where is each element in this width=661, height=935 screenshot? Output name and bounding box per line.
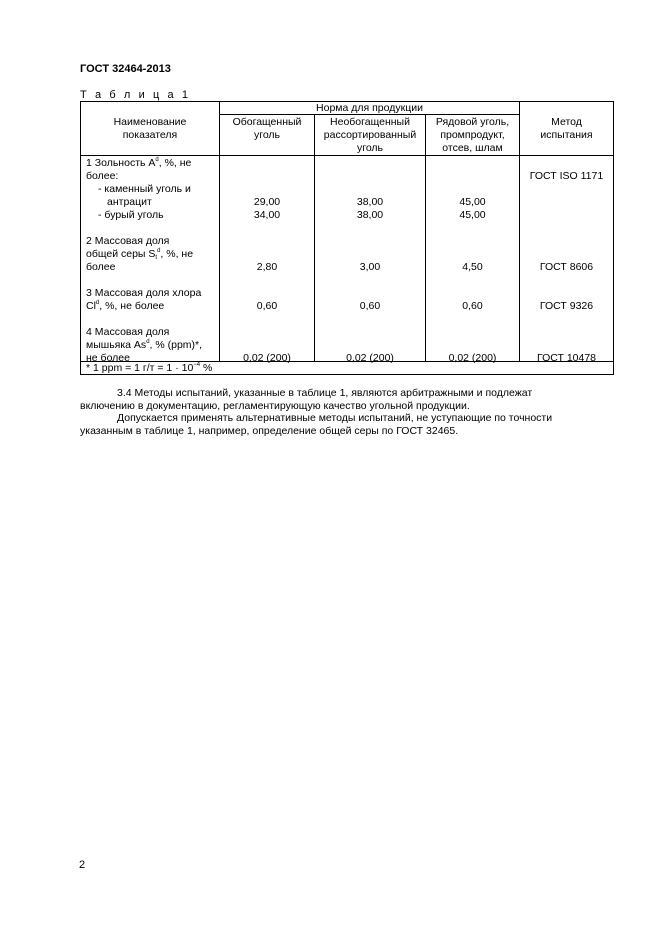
paragraph-3-4-line-2: включению в документацию, регламентирующую качество угольной продукции. [80, 400, 470, 412]
chlorine-value: 0,60 [256, 300, 278, 312]
ash-method: ГОСТ ISO 1171 [529, 170, 604, 182]
ash-line-1: 1 Зольность $A^d$, %, не [86, 157, 192, 169]
ash-value: 34,00 [253, 209, 281, 221]
paragraph-alt-methods-line-1: Допускается применять альтернативные методы испытаний, не уступающие по точности [117, 412, 553, 424]
arsenic-method: ГОСТ 10478 [536, 352, 597, 364]
document-code: ГОСТ 32464-2013 [80, 63, 171, 75]
header-method-line: Метод [551, 115, 582, 128]
chlorine-line-1: 3 Массовая доля хлора [86, 287, 202, 299]
chlorine-line-2: Cl$^d$, %, не более [86, 300, 165, 312]
sulfur-line-2: общей серы $S_t^d$, %, не [86, 248, 194, 261]
ash-line-5: - бурый уголь [98, 209, 164, 221]
indicator-column [81, 156, 220, 362]
table-header-row [81, 102, 614, 115]
ash-value: 45,00 [459, 209, 486, 221]
ash-value: 38,00 [356, 196, 384, 208]
ash-value: 38,00 [356, 209, 384, 221]
page-number: 2 [79, 859, 86, 871]
header-method-line: испытания [540, 128, 593, 141]
sulfur-value: 4,50 [462, 261, 483, 273]
sulfur-line-1: 2 Массовая доля [86, 235, 170, 247]
sulfur-value: 2,80 [256, 261, 278, 273]
norms-table [80, 101, 614, 375]
ordinary-column [426, 156, 520, 362]
ash-value: 45,00 [459, 196, 486, 208]
arsenic-value: 0,02 (200) [346, 352, 394, 364]
ash-line-2: более: [86, 170, 119, 182]
header-unenriched [315, 115, 426, 156]
header-enriched [220, 115, 315, 156]
table-body-row [81, 156, 614, 362]
ash-line-4: антрацит [107, 196, 152, 208]
paragraph-alt-methods-line-2: указанным в таблице 1, например, определение общей серы по ГОСТ 32465. [80, 425, 459, 437]
chlorine-method: ГОСТ 9326 [539, 300, 594, 312]
header-ordinary-line: отсев, шлам [442, 142, 503, 154]
header-unenriched-line: уголь [356, 142, 384, 154]
header-indicator-line: Наименование [113, 115, 187, 128]
header-norm-group: Норма для продукции [220, 102, 520, 115]
chlorine-value: 0,60 [359, 300, 381, 312]
arsenic-line-3: не более [86, 352, 130, 364]
ash-line-3: - каменный уголь и [98, 183, 191, 195]
method-column [520, 156, 614, 362]
header-method [520, 102, 614, 156]
paragraph-3-4-line-1: 3.4 Методы испытаний, указанные в таблице 1, являются арбитражными и подлежат [117, 387, 533, 399]
header-indicator [81, 102, 220, 156]
header-enriched-line: Обогащенный [232, 116, 302, 128]
arsenic-value: 0,02 (200) [243, 352, 291, 364]
header-unenriched-line: Необогащенный [330, 116, 410, 128]
header-unenriched-line: рассортированный [323, 129, 417, 141]
sulfur-line-3: более [86, 261, 116, 273]
table-footnote: * 1 ppm = 1 $г/т = 1 \cdot 10^{-4}$ % [81, 362, 614, 375]
ash-value: 29,00 [253, 196, 281, 208]
arsenic-value: 0,02 (200) [448, 352, 497, 364]
chlorine-value: 0,60 [462, 300, 483, 312]
arsenic-line-1: 4 Массовая доля [86, 326, 170, 338]
header-ordinary-line: Рядовой уголь, [435, 116, 510, 128]
sulfur-method: ГОСТ 8606 [539, 261, 594, 273]
table-caption: Т а б л и ц а 1 [80, 89, 191, 101]
header-ordinary-line: промпродукт, [440, 129, 505, 141]
unenriched-column [315, 156, 426, 362]
header-indicator-line: показателя [122, 128, 178, 141]
sulfur-value: 3,00 [359, 261, 381, 273]
header-enriched-line: уголь [253, 129, 281, 141]
arsenic-line-2: мышьяка As$^d$, % (ppm)*, [86, 339, 203, 351]
header-ordinary [426, 115, 520, 156]
enriched-column [220, 156, 315, 362]
